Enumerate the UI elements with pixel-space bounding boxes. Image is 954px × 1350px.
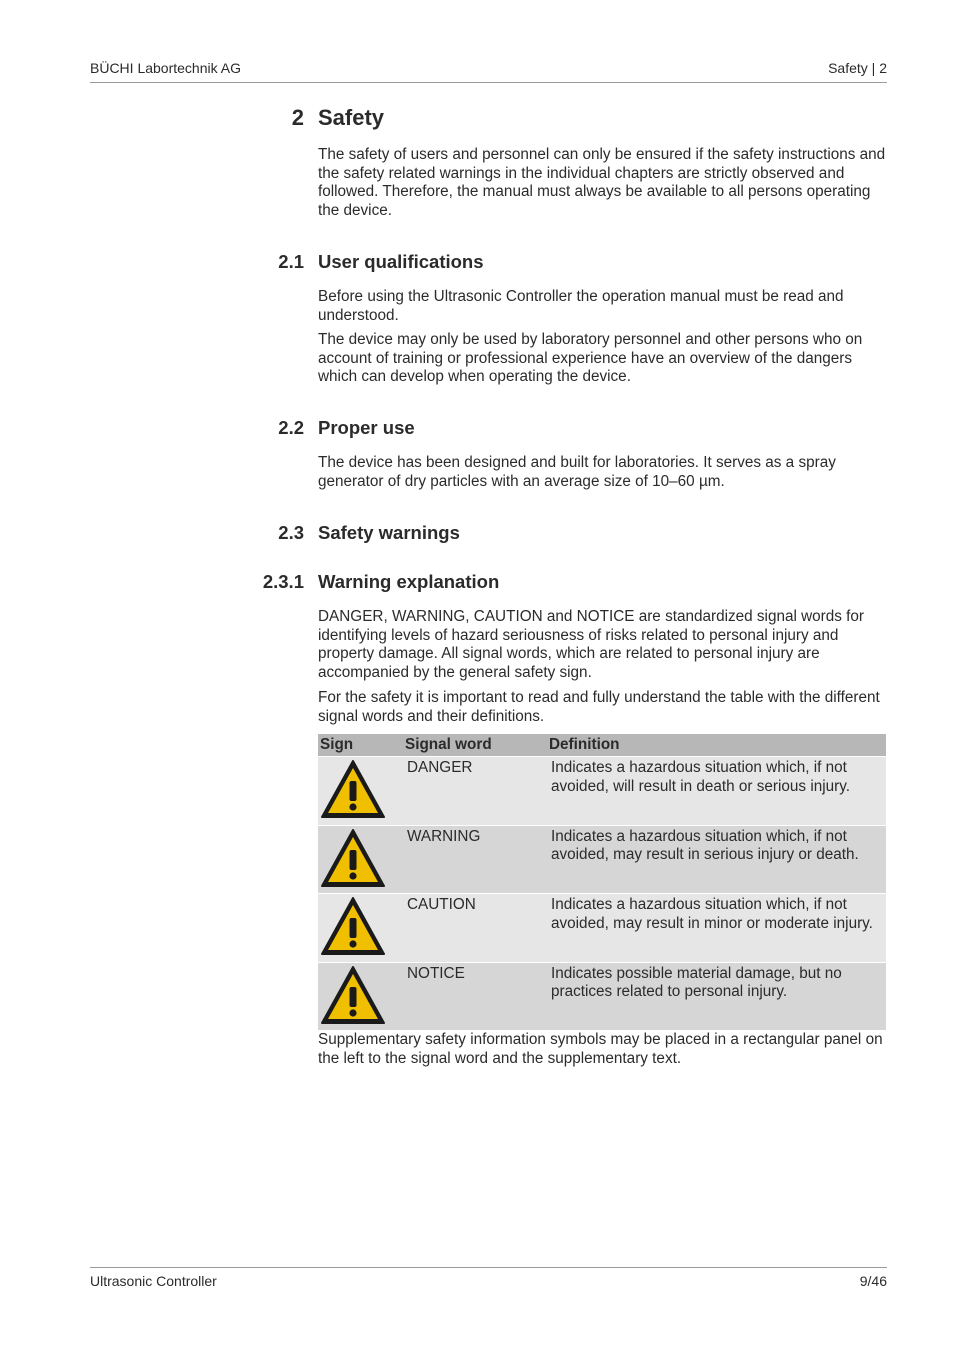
column-header-sign: Sign (318, 734, 403, 757)
section-title: Safety (318, 105, 385, 130)
table-row (318, 894, 886, 963)
paragraph: Supplementary safety information symbols may be placed in a rectangular panel on the left to the signal word and the supplementary text. (318, 1031, 883, 1067)
warning-triangle-icon (320, 759, 386, 819)
warning-triangle-icon (320, 896, 386, 956)
paragraph: The device has been designed and built for laboratories. It serves as a spray generator of dry particles with an average size of 10–60 µm. (318, 454, 836, 490)
table-row (318, 962, 886, 1030)
page-header (90, 60, 887, 83)
table-row (318, 825, 886, 894)
table-header-row (318, 734, 886, 757)
subsection-title: User qualifications (318, 251, 484, 272)
subsection-number: 2.2 (278, 417, 304, 438)
definition-cell: Indicates a hazardous situation which, if not avoided, will result in death or serious injury. (547, 757, 886, 826)
definition-cell: Indicates a hazardous situation which, if not avoided, may result in serious injury or death. (547, 825, 886, 894)
column-header-signal-word: Signal word (403, 734, 547, 757)
subsubsection-number: 2.3.1 (262, 571, 304, 592)
signal-word-cell: DANGER (403, 757, 547, 826)
section-number: 2 (291, 105, 304, 130)
paragraph: The device may only be used by laboratory personnel and other persons who on account of training or professional experience have an overview of the dangers which can develop when operating the device. (318, 331, 863, 386)
paragraph: The safety of users and personnel can only be ensured if the safety instructions and the safety related warnings in the individual chapters are strictly observed and followed. Therefore, the manual must always be available to all persons operating the device. (318, 146, 886, 219)
signal-word-cell: WARNING (403, 825, 547, 894)
page-footer (90, 1267, 887, 1293)
signal-word-cell: NOTICE (403, 962, 547, 1030)
section-reference: Safety | 2 (828, 60, 887, 76)
paragraph: Before using the Ultrasonic Controller the operation manual must be read and understood. (318, 288, 844, 324)
sign-cell (318, 962, 403, 1030)
subsection-title: Proper use (318, 417, 415, 438)
definition-cell: Indicates a hazardous situation which, if not avoided, may result in minor or moderate injury. (547, 894, 886, 963)
sign-cell (318, 825, 403, 894)
subsection-title: Safety warnings (318, 522, 460, 543)
product-name: Ultrasonic Controller (90, 1273, 217, 1289)
sign-cell (318, 894, 403, 963)
company-name: BÜCHI Labortechnik AG (90, 60, 241, 76)
paragraph: For the safety it is important to read and fully understand the table with the different signal words and their definitions. (318, 689, 880, 725)
table-row (318, 757, 886, 826)
subsection-number: 2.3 (278, 522, 304, 543)
subsection-number: 2.1 (278, 251, 304, 272)
signal-word-cell: CAUTION (403, 894, 547, 963)
subsubsection-title: Warning explanation (318, 571, 500, 592)
column-header-definition: Definition (547, 734, 886, 757)
warning-triangle-icon (320, 828, 386, 888)
page-number: 9/46 (859, 1273, 887, 1289)
sign-cell (318, 757, 403, 826)
warning-triangle-icon (320, 965, 386, 1025)
signal-word-table (318, 734, 886, 1030)
definition-cell: Indicates possible material damage, but no practices related to personal injury. (547, 962, 886, 1030)
paragraph: DANGER, WARNING, CAUTION and NOTICE are standardized signal words for identifying levels of hazard seriousness of risks related to personal injury and property damage. All signal words, which are related to personal injury are accompanied by the general safety sign. (318, 608, 865, 681)
